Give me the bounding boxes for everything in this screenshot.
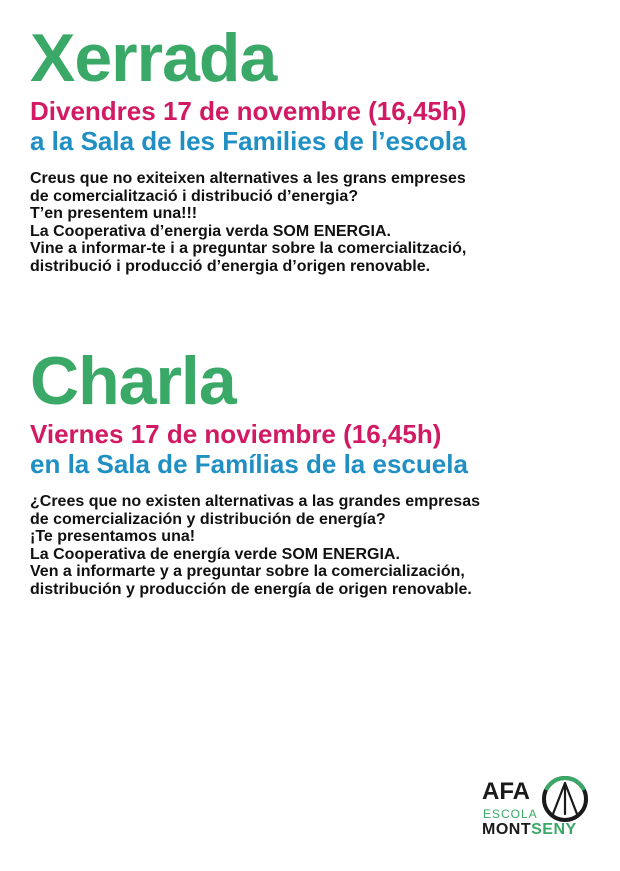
spanish-body-line: La Cooperativa de energía verde SOM ENERGIA. — [30, 545, 400, 563]
logo-afa-text: AFA — [482, 778, 530, 805]
catalan-body-line: T’en presentem una!!! — [30, 205, 198, 222]
logo-montseny-text — [482, 821, 577, 839]
catalan-place: a la Sala de les Families de l’escola — [30, 126, 467, 156]
spanish-body-line: distribución y producción de energía de origen renovable. — [30, 580, 472, 598]
catalan-body — [30, 170, 600, 275]
tent-circle-icon — [540, 774, 590, 824]
spanish-body-line: ¡Te presentamos una! — [30, 528, 196, 545]
afa-escola-montseny-logo — [482, 771, 602, 841]
logo-seny-text: SENY — [531, 821, 577, 838]
catalan-body-line: La Cooperativa d’energia verda SOM ENERGIA. — [30, 222, 391, 240]
catalan-body-line: distribució i producció d’energia d’origen renovable. — [30, 257, 431, 275]
spanish-place: en la Sala de Famílias de la escuela — [30, 449, 468, 479]
logo-mont-text: MONT — [482, 821, 532, 838]
catalan-body-line: Creus que no exiteixen alternatives a les grans empreses — [30, 170, 466, 187]
spanish-date: Viernes 17 de noviembre (16,45h) — [30, 419, 442, 449]
spanish-body — [30, 493, 600, 598]
spanish-body-line: ¿Crees que no existen alternativas a las grandes empresas — [30, 493, 480, 510]
logo-escola-text: ESCOLA — [483, 807, 538, 821]
catalan-body-line: Vine a informar-te i a preguntar sobre la comercialització, — [30, 240, 467, 257]
catalan-section — [30, 22, 600, 275]
catalan-body-line: de comercialització i distribució d’energia? — [30, 187, 359, 205]
catalan-date: Divendres 17 de novembre (16,45h) — [30, 96, 467, 126]
spanish-body-line: de comercialización y distribución de energía? — [30, 510, 386, 528]
spanish-title: Charla — [30, 343, 236, 419]
catalan-title: Xerrada — [30, 20, 277, 96]
spanish-body-line: Ven a informarte y a preguntar sobre la comercialización, — [30, 563, 465, 580]
spanish-section — [30, 345, 600, 598]
